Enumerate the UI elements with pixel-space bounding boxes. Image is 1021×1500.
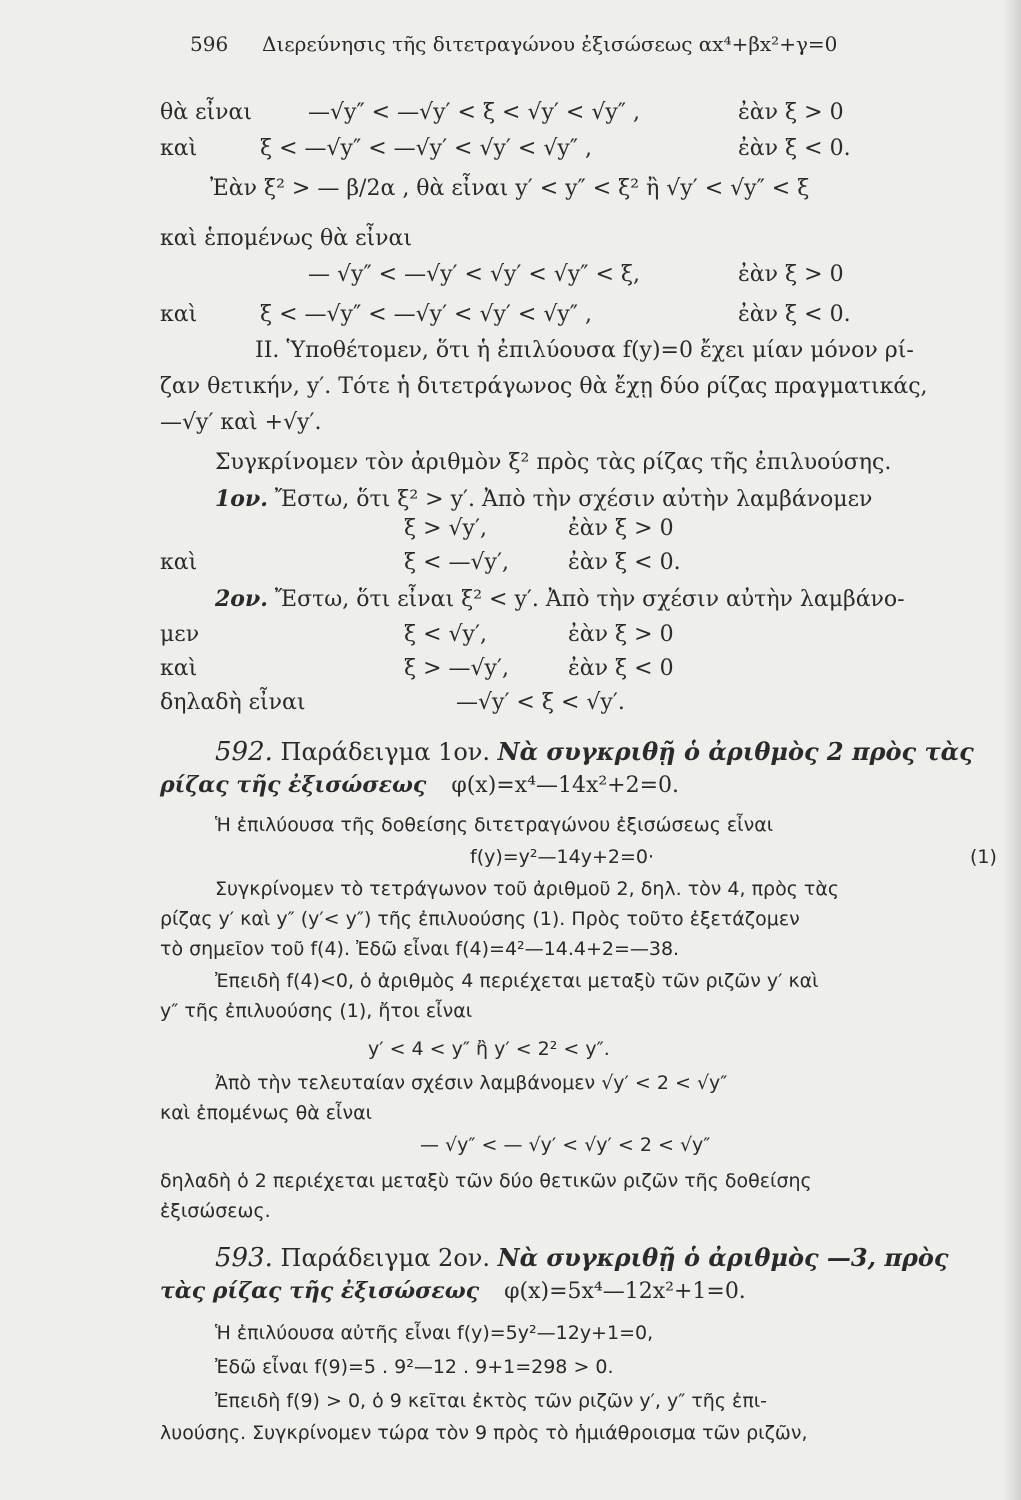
text-line: Ἡ ἐπιλύουσα αὐτῆς εἶναι f(y)=5y²—12y+1=0,: [215, 1322, 654, 1344]
text-line: ἐξισώσεως.: [160, 1200, 271, 1222]
line-label: θὰ εἶναι: [160, 100, 252, 125]
text-line: Συγκρίνομεν τὸ τετράγωνον τοῦ ἀριθμοῦ 2, δηλ. τὸν 4, πρὸς τὰς: [215, 878, 840, 900]
section-heading-592-cont: [160, 772, 679, 799]
line-label: καὶ: [160, 302, 198, 327]
line-label: δηλαδὴ εἶναι: [160, 690, 306, 715]
inequality: —√y′ < ξ < √y′.: [456, 690, 625, 715]
inequality: —√y″ < —√y′ < ξ < √y′ < √y″ ,: [308, 100, 640, 125]
text-line: y″ τῆς ἐπιλυούσης (1), ἤτοι εἶναι: [160, 1000, 473, 1022]
text-line: ρίζας y′ καὶ y″ (y′< y″) τῆς ἐπιλυούσης (1). Πρὸς τοῦτο ἐξετάζομεν: [160, 908, 800, 930]
line-label: καὶ: [160, 550, 198, 575]
text-line: Ἐὰν ξ² > — β/2α , θὰ εἶναι y′ < y″ < ξ² ἢ √y′ < √y″ < ξ: [210, 176, 810, 201]
case-text: Ἔστω, ὅτι εἶναι ξ² < y′. Ἀπὸ τὴν σχέσιν αὐτὴν λαμβάνο-: [274, 587, 905, 612]
text-line: Ἀπὸ τὴν τελευταίαν σχέσιν λαμβάνομεν √y′ < 2 < √y″: [215, 1072, 728, 1094]
text-line: καὶ ἑπομένως θὰ εἶναι: [160, 1102, 373, 1124]
line-label: καὶ: [160, 136, 198, 161]
text-line: Ἐπειδὴ f(4)<0, ὁ ἀριθμὸς 4 περιέχεται μεταξὺ τῶν ριζῶν y′ καὶ: [215, 970, 819, 992]
text-line: Συγκρίνομεν τὸν ἀριθμὸν ξ² πρὸς τὰς ρίζας τῆς ἐπιλυούσης.: [215, 450, 892, 475]
section-heading-592: [215, 738, 974, 766]
text-line: Ἐπειδὴ f(9) > 0, ὁ 9 κεῖται ἐκτὸς τῶν ριζῶν y′, y″ τῆς ἐπι-: [215, 1390, 768, 1412]
text-line: Ἐδῶ εἶναι f(9)=5 . 9²—12 . 9+1=298 > 0.: [215, 1356, 614, 1378]
condition: ἐὰν ξ > 0: [738, 262, 844, 287]
condition: ἐὰν ξ < 0: [568, 656, 674, 681]
section-statement: Νὰ συγκριθῇ ὁ ἀριθμὸς —3, πρὸς: [497, 1243, 949, 1272]
section-statement: τὰς ρίζας τῆς ἐξισώσεως: [160, 1278, 480, 1304]
inequality: — √y″ < —√y′ < √y′ < √y″ < ξ,: [308, 262, 640, 287]
inequality: ξ < √y′,: [404, 622, 487, 647]
section-title: Παράδειγμα 2ον.: [280, 1244, 490, 1272]
condition: ἐὰν ξ > 0: [568, 622, 674, 647]
section-statement: ρίζας τῆς ἐξισώσεως: [160, 772, 427, 798]
section-statement: Νὰ συγκριθῇ ὁ ἀριθμὸς 2 πρὸς τὰς: [497, 737, 974, 766]
section-title: Παράδειγμα 1ον.: [280, 738, 490, 766]
section-number: 593.: [215, 1243, 273, 1273]
case-label: 2ον.: [215, 586, 268, 612]
text-line: [215, 586, 905, 613]
condition: ἐὰν ξ < 0.: [568, 550, 681, 575]
text-line: Ἡ ἐπιλύουσα τῆς δοθείσης διτετραγώνου ἐξισώσεως εἶναι: [215, 814, 774, 836]
inequality: ξ > —√y′,: [404, 656, 509, 681]
case-text: Ἔστω, ὅτι ξ² > y′. Ἀπὸ τὴν σχέσιν αὐτὴν λαμβάνομεν: [274, 487, 873, 512]
text-line: II. Ὑποθέτομεν, ὅτι ἡ ἐπιλύουσα f(y)=0 ἔχει μίαν μόνον ρί-: [255, 338, 914, 363]
text-line: — √y″ < — √y′ < √y′ < 2 < √y″: [420, 1134, 711, 1156]
inequality: ξ < —√y″ < —√y′ < √y′ < √y″ ,: [260, 302, 592, 327]
page-edge-shadow: [1003, 0, 1021, 1500]
condition: ἐὰν ξ < 0.: [738, 302, 851, 327]
inequality: ξ > √y′,: [404, 516, 487, 541]
section-heading-593-cont: [160, 1278, 746, 1305]
section-number: 592.: [215, 737, 273, 767]
text-line: y′ < 4 < y″ ἢ y′ < 2² < y″.: [368, 1038, 610, 1060]
inequality: ξ < —√y′,: [404, 550, 509, 575]
text-line: —√y′ καὶ +√y′.: [160, 410, 322, 435]
line-label: μεν: [160, 622, 200, 647]
equation: f(y)=y²—14y+2=0·: [470, 846, 655, 868]
equation-tag: (1): [970, 846, 997, 868]
equation: φ(x)=x⁴—14x²+2=0.: [451, 773, 680, 798]
text-line: [215, 486, 872, 513]
text-line: λυούσης. Συγκρίνομεν τώρα τὸν 9 πρὸς τὸ ἡμιάθροισμα τῶν ριζῶν,: [160, 1422, 808, 1444]
inequality: ξ < —√y″ < —√y′ < √y′ < √y″ ,: [260, 136, 592, 161]
running-title: Διερεύνησις τῆς διτετραγώνου ἐξισώσεως αx⁴+βx²+γ=0: [262, 32, 838, 56]
line-label: καὶ: [160, 656, 198, 681]
condition: ἐὰν ξ > 0: [738, 100, 844, 125]
text-line: τὸ σημεῖον τοῦ f(4). Ἐδῶ εἶναι f(4)=4²—14.4+2=—38.: [160, 938, 680, 960]
page-number: 596: [190, 32, 229, 56]
section-heading-593: [215, 1244, 948, 1272]
text-line: δηλαδὴ ὁ 2 περιέχεται μεταξὺ τῶν δύο θετικῶν ριζῶν τῆς δοθείσης: [160, 1170, 812, 1192]
case-label: 1ον.: [215, 486, 268, 512]
text-line: καὶ ἑπομένως θὰ εἶναι: [160, 226, 413, 251]
equation: φ(x)=5x⁴—12x²+1=0.: [504, 1279, 746, 1304]
text-line: ζαν θετικήν, y′. Τότε ἡ διτετράγωνος θὰ ἔχῃ δύο ρίζας πραγματικάς,: [160, 374, 928, 399]
condition: ἐὰν ξ > 0: [568, 516, 674, 541]
condition: ἐὰν ξ < 0.: [738, 136, 851, 161]
